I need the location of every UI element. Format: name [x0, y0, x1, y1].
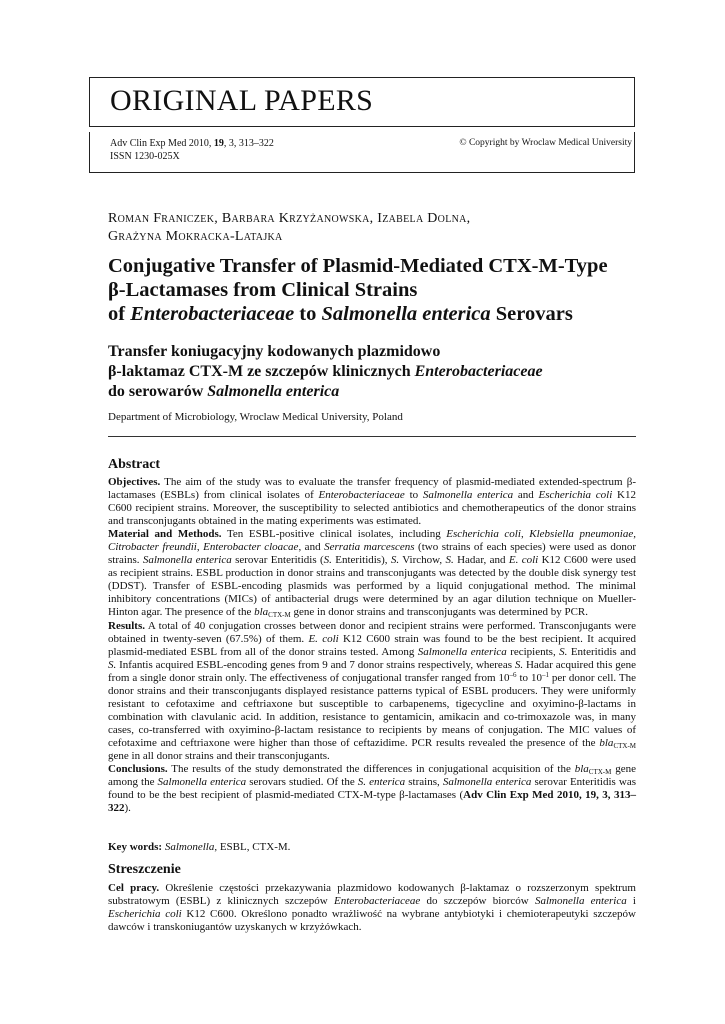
text: K12 C600 were used as recipient strains. ESBL production in donor strains and transconjugants was detected by the double disk synergy test (DDST). Transfer of ESBL-encoding plasmids was performed by a liquid conjugational method. The minimal inhibitory concentrations (MICs) of antibacterial drugs were determined by an agar dilution technique on Mueller-Hinton agar. The presence of the — [108, 554, 636, 619]
italic-text: S. — [514, 658, 524, 671]
section-label: Cel pracy. — [108, 882, 160, 894]
italic-text: S. — [390, 554, 400, 567]
italic-text: Citrobacter freundii — [108, 541, 197, 554]
abstract-conclusions — [108, 763, 636, 815]
citation-prefix: Adv Clin Exp Med 2010, — [110, 138, 214, 149]
abstract-methods — [108, 528, 636, 619]
text: Hadar, and — [453, 554, 509, 567]
text: per donor cell. The donor strains and their transconjugants displayed resistance patterns typical of ESBL producers. They were uniformly resistant to cefotaxime and ceftriaxone but susceptible to carbapenems, tigecycline and oxyimino-β-lactams in combination with clavulanic acid. In addition, resistance to gentamicin, amikacin and co-trimoxazole was, in many cases, co-transferred with oxyimino-β-lactam resistance to recipients by means of conjugation. The MIC values of cefotaxime and ceftriaxone were higher than those of ceftazidime. PCR results revealed the presence of the — [108, 671, 636, 749]
title-en-text: to — [294, 303, 322, 325]
title-pl-text: do serowarów — [108, 383, 208, 400]
section-title: ORIGINAL PAPERS — [110, 84, 374, 117]
gene-name: bla — [254, 606, 269, 619]
text: strains, — [405, 776, 443, 789]
text: Infantis acquired ESBL-encoding genes from 9 and 7 donor strains respectively, whereas — [116, 658, 515, 671]
affiliation: Department of Microbiology, Wroclaw Medical University, Poland — [108, 411, 403, 423]
text: K12 C600 recipient strains. Moreover, the susceptibility to selected antibiotics and chemotherapeutics of the donor strains and transconjugants obtained in the mating experiments was estimated. — [108, 489, 636, 528]
text: Enteritidis), — [331, 554, 391, 567]
section-label: Objectives. — [108, 476, 161, 488]
section-label: Conclusions. — [108, 763, 168, 776]
text: serovars studied. Of the — [246, 776, 358, 789]
text: K12 C600. Określono ponadto wrażliwość na wybrane antybiotyki i chemioterapeutyki szczepów dawców i transkoniugantów uzyskanych w krzyżówkach. — [108, 908, 636, 934]
streszczenie-aim — [108, 882, 636, 934]
text: ). — [124, 802, 131, 815]
citation-reference: Adv Clin Exp Med 2010, 19, 3, 313–322 — [108, 789, 636, 815]
italic-text: S. — [323, 554, 332, 567]
text: (two strains of each species) were used as donor strains. — [108, 541, 636, 567]
italic-text: Salmonella — [164, 841, 215, 853]
italic-text: Klebsiella pneumoniae — [529, 528, 634, 541]
text: to 10 — [516, 671, 542, 684]
gene-name: bla — [574, 763, 589, 776]
text: , ESBL, CTX-M. — [214, 841, 291, 853]
streszczenie-heading: Streszczenie — [108, 862, 181, 877]
section-label: Results. — [108, 619, 145, 632]
text: , — [196, 541, 204, 554]
text: The results of the study demonstrated the differences in conjugational acquisition of the — [167, 763, 575, 776]
italic-text: S. — [108, 658, 117, 671]
issn: ISSN 1230-025X — [110, 151, 180, 162]
text: do szczepów biorców — [420, 895, 535, 908]
keywords-label: Key words: — [108, 841, 163, 853]
citation-suffix: , 3, 313–322 — [223, 138, 274, 149]
article-title-english — [108, 254, 648, 326]
text: , — [520, 528, 530, 541]
italic-text: Salmonella enterica — [442, 776, 532, 789]
italic-text: Salmonella enterica — [157, 776, 247, 789]
text: Ten ESBL-positive clinical isolates, including — [221, 528, 447, 541]
citation-volume: 19 — [213, 138, 224, 149]
italic-text: S. — [445, 554, 454, 567]
abstract-results — [108, 620, 636, 764]
italic-text: Salmonella enterica — [422, 489, 514, 502]
text: recipients, — [506, 645, 560, 658]
title-en-text: Serovars — [490, 303, 573, 325]
text: gene in donor strains and transconjugants was determined by PCR. — [290, 606, 588, 619]
italic-text: Escherichia coli — [108, 908, 182, 921]
gene-subscript: CTX-M — [268, 611, 291, 620]
italic-text: Escherichia coli — [538, 489, 613, 502]
italic-text: Enterobacteriaceae — [318, 489, 405, 502]
text: K12 C600 strain was found to be the best recipient. It acquired plasmid-mediated ESBL from all of the donor strains tested. Among — [108, 632, 636, 658]
text: The aim of the study was to evaluate the transfer frequency of plasmid-mediated extended-spectrum β-lactamases (ESBLs) from clinical isolates of — [108, 476, 636, 502]
italic-text: Salmonella enterica — [534, 895, 627, 908]
text: , — [633, 528, 636, 541]
italic-text: Salmonella enterica — [142, 554, 232, 567]
title-pl-italic: Enterobacteriaceae — [414, 363, 543, 380]
text: and — [513, 489, 539, 502]
gene-name: bla — [599, 736, 614, 749]
abstract-body — [108, 476, 636, 815]
italic-text: Serratia marcescens — [324, 541, 415, 554]
italic-text: Enterobacter cloacae — [203, 541, 299, 554]
streszczenie-body — [108, 882, 636, 934]
italic-text: S. — [559, 645, 568, 658]
title-en-line-2: β-Lactamases from Clinical Strains — [108, 279, 418, 301]
text: Określenie częstości przekazywania plazmidowo kodowanych β-laktamaz o rozszerzonym spektrum substratowym (ESBL) z klinicznych szczepów — [108, 882, 636, 908]
text: Hadar acquired this gene from a single donor strain only. The effectiveness of conjugational transfer ranged from 10 — [108, 658, 636, 684]
title-en-line-1: Conjugative Transfer of Plasmid-Mediated CTX-M-Type — [108, 255, 608, 277]
text: A total of 40 conjugation crosses between donor and recipient strains were performed. Transconjugants were obtained in twenty-seven (67.5%) of them. — [108, 619, 636, 645]
italic-text: E. coli — [308, 632, 339, 645]
text: Enteritidis and — [567, 645, 636, 658]
text: to — [404, 489, 423, 502]
title-en-text: of — [108, 303, 131, 325]
abstract-heading: Abstract — [108, 457, 161, 472]
gene-subscript: CTX-M — [588, 768, 612, 777]
italic-text: Salmonella enterica — [417, 645, 507, 658]
text: gene among the — [108, 763, 637, 789]
text: serovar Enteritidis was found to be the best recipient of plasmid-mediated CTX-M-type β-lactamases ( — [108, 776, 636, 802]
text: Virchow, — [399, 554, 446, 567]
citation-box — [89, 132, 635, 173]
exponent: –6 — [509, 670, 517, 679]
text: , and — [298, 541, 325, 554]
abstract-objectives — [108, 476, 636, 528]
italic-text: S. enterica — [357, 776, 406, 789]
title-pl-line-1: Transfer koniugacyjny kodowanych plazmidowo — [108, 343, 441, 360]
authors-line-1: Roman Franiczek, Barbara Krzyżanowska, Izabela Dolna, — [108, 211, 471, 226]
copyright-notice: © Copyright by Wroclaw Medical University — [459, 138, 632, 148]
divider-line — [108, 436, 636, 437]
title-pl-italic: Salmonella enterica — [207, 383, 340, 400]
italic-text: Escherichia coli — [446, 528, 521, 541]
text: serovar Enteritidis ( — [231, 554, 324, 567]
exponent: –1 — [541, 670, 549, 679]
section-header-box — [89, 77, 635, 127]
text: gene in all donor strains and their transconjugants. — [108, 749, 330, 762]
author-list — [108, 210, 628, 246]
journal-citation — [110, 137, 274, 163]
italic-text: Enterobacteriaceae — [333, 895, 421, 908]
text: i — [626, 895, 636, 908]
gene-subscript: CTX-M — [613, 741, 636, 750]
keywords — [108, 841, 636, 853]
title-pl-text: β-laktamaz CTX-M ze szczepów klinicznych — [108, 363, 415, 380]
authors-line-2: Grażyna Mokracka-Latajka — [108, 229, 283, 244]
section-label: Material and Methods. — [108, 528, 222, 541]
title-en-italic: Enterobacteriaceae — [130, 303, 295, 325]
italic-text: E. coli — [508, 554, 539, 567]
article-title-polish — [108, 342, 648, 402]
title-en-italic: Salmonella enterica — [321, 303, 491, 325]
